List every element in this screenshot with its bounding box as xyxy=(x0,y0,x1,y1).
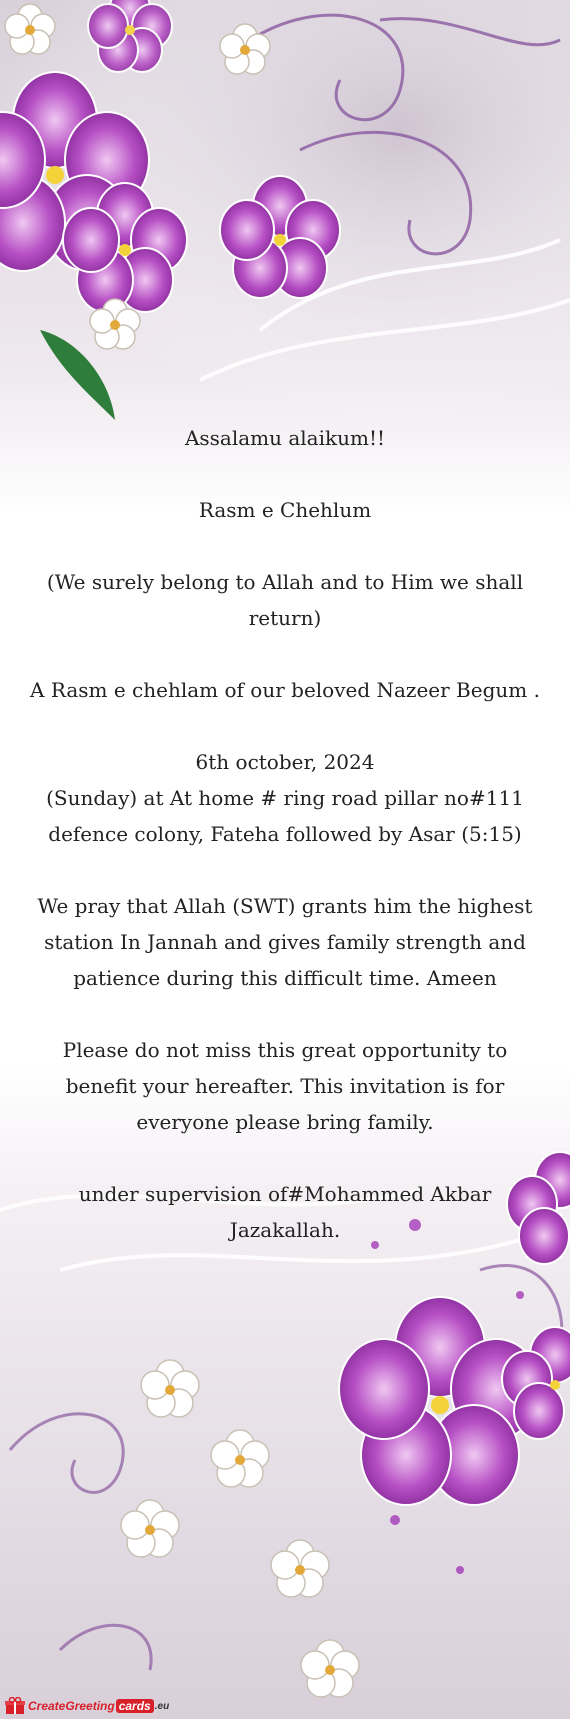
gift-icon xyxy=(4,1697,26,1715)
supervision-text: under supervision of#Mohammed Akbar xyxy=(78,1182,492,1206)
closing-text: Jazakallah. xyxy=(229,1218,341,1242)
verse-text: (We surely belong to Allah and to Him we shall return) xyxy=(46,570,524,630)
site-logo[interactable] xyxy=(4,1696,169,1716)
logo-text-2: cards xyxy=(116,1699,154,1713)
logo-text-1: CreateGreeting xyxy=(28,1699,115,1713)
invitation-text: Please do not miss this great opportunity to benefit your hereafter. This invitation is for everyone please bring family. xyxy=(62,1038,508,1134)
venue-line-1: (Sunday) at At home # ring road pillar no#111 xyxy=(46,786,524,810)
venue-line-2: defence colony, Fateha followed by Asar (5:15) xyxy=(48,822,522,846)
top-floral-decoration xyxy=(0,0,570,430)
logo-text-3: .eu xyxy=(154,1700,170,1712)
event-date: 6th october, 2024 xyxy=(195,750,375,774)
prayer-text: We pray that Allah (SWT) grants him the highest station In Jannah and gives family strength and patience during this difficult time. Ameen xyxy=(37,894,533,990)
greeting-text: Assalamu alaikum!! xyxy=(184,426,386,450)
event-title: Rasm e Chehlum xyxy=(198,498,372,522)
announcement-text: A Rasm e chehlam of our beloved Nazeer Begum . xyxy=(30,678,540,702)
card-message xyxy=(30,420,540,1248)
